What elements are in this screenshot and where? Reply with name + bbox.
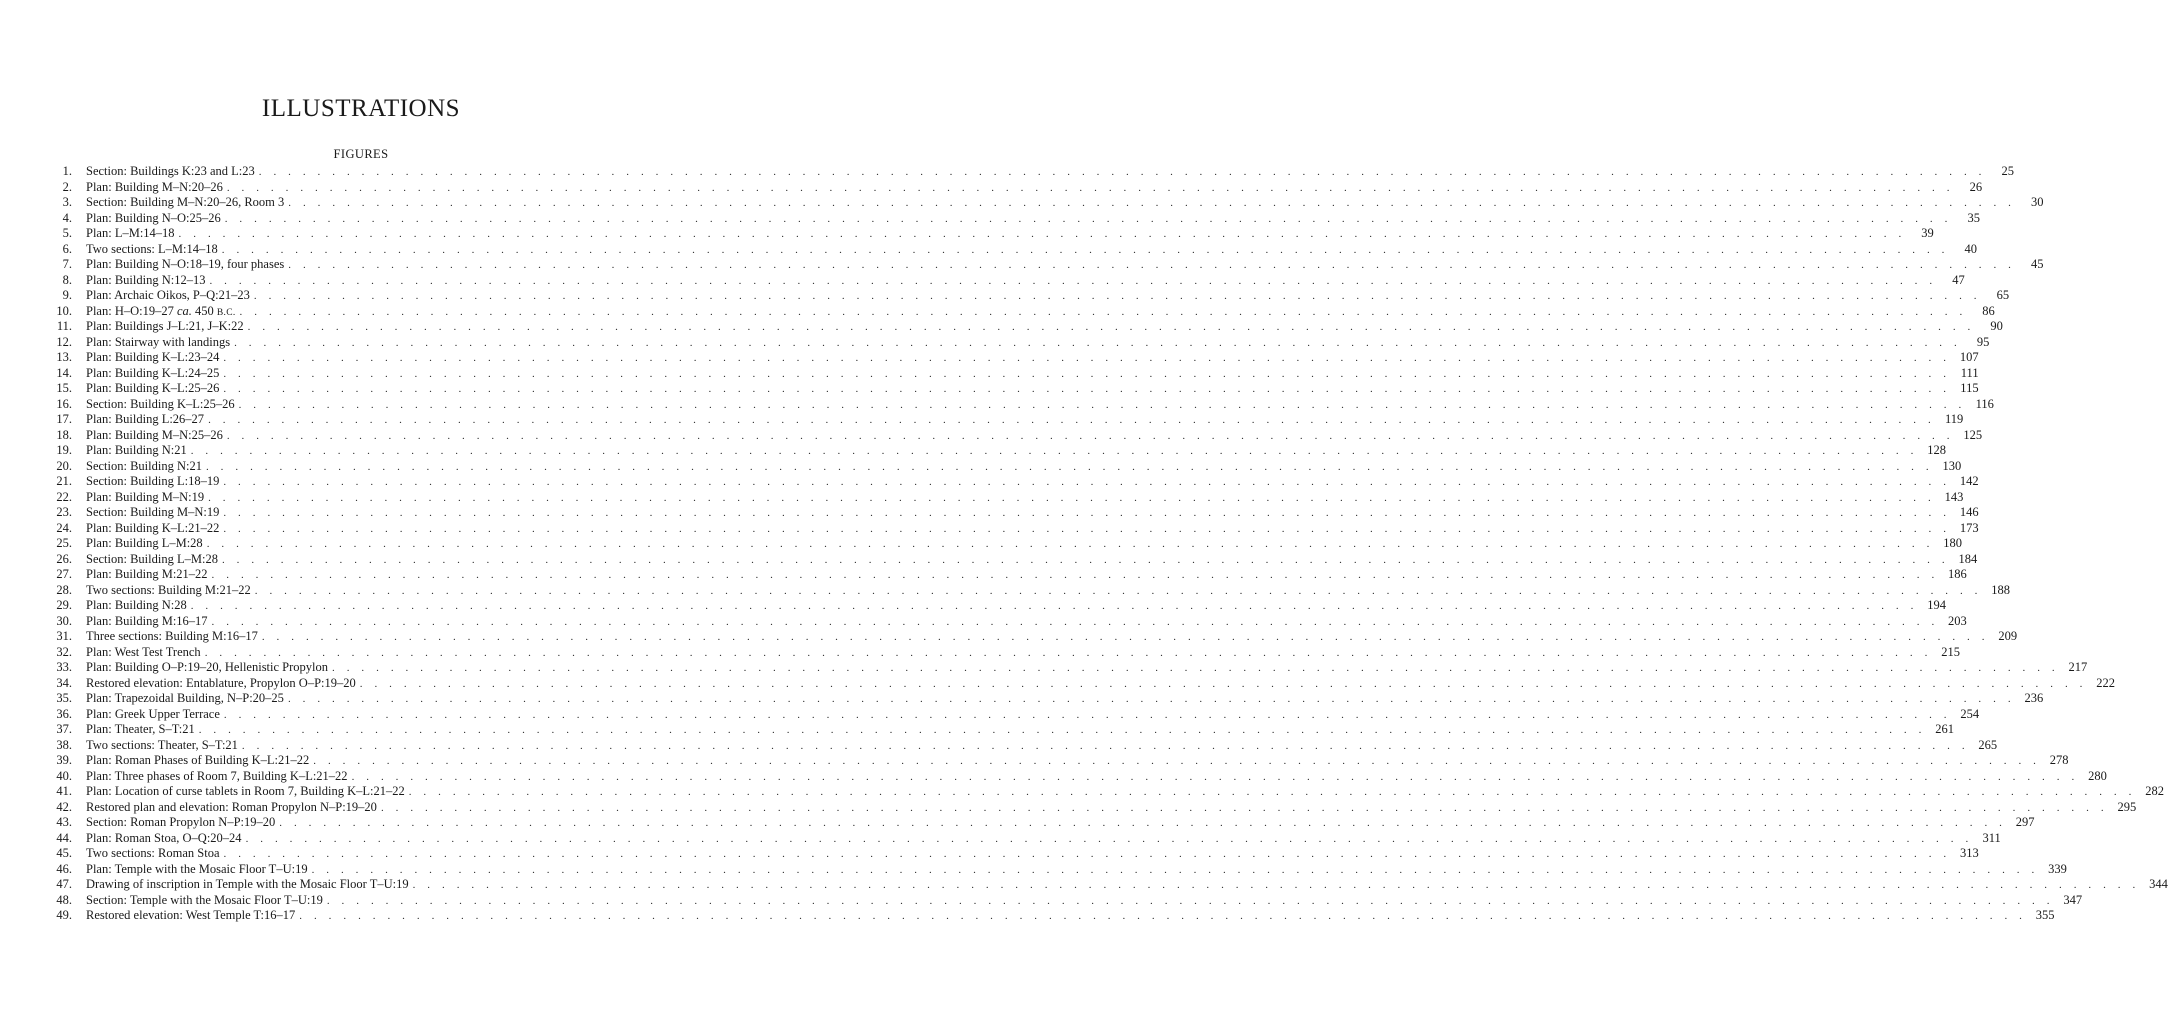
figure-number: 12.	[56, 334, 72, 349]
page-number: 355	[2035, 908, 2055, 922]
figure-number: 25.	[56, 536, 72, 550]
figure-number: 47.	[56, 877, 72, 891]
figure-title: Plan: Building N–O:18–19, four phases	[86, 257, 285, 271]
section-title: FIGURES	[333, 147, 389, 161]
dot-leader: . . . . . . . . . . . . . . . . . . . . . . . . . . . . . . . . . . . . . . . . . . . . . . . . . . . . . . . . . . . . . . . . . . . . . . . . . . . . . . . . . . . . . . . . . . . . . . . . . . . . . . . . . . . . . . . . . . . . . .	[190, 445, 1918, 457]
dot-leader: . . . . . . . . . . . . . . . . . . . . . . . . . . . . . . . . . . . . . . . . . . . . . . . . . . . . . . . . . . . . . . . . . . . . . . . . . . . . . . . . . . . . . . . . . . . . . . . . . . . . . . . . . . . . . . . . . . . . . .	[241, 739, 1970, 752]
page-number: 222	[2096, 675, 2115, 690]
list-item	[50, 350, 1979, 366]
list-item	[50, 520, 1979, 537]
dot-leader: . . . . . . . . . . . . . . . . . . . . . . . . . . . . . . . . . . . . . . . . . . . . . . . . . . . . . . . . . . . . . . . . . . . . . . . . . . . . . . . . . . . . . . . . . . . . . . . . . . . . . . . . . . . . . . . . . . . . . .	[412, 879, 2140, 891]
page-title: ILLUSTRATIONS	[261, 95, 461, 122]
dot-leader: . . . . . . . . . . . . . . . . . . . . . . . . . . . . . . . . . . . . . . . . . . . . . . . . . . . . . . . . . . . . . . . . . . . . . . . . . . . . . . . . . . . . . . . . . . . . . . . . . . . . . . . . . . . . . . . . . . . . . .	[288, 259, 2016, 271]
dot-leader: . . . . . . . . . . . . . . . . . . . . . . . . . . . . . . . . . . . . . . . . . . . . . . . . . . . . . . . . . . . . . . . . . . . . . . . . . . . . . . . . . . . . . . . . . . . . . . . . . . . . . . . . . . . . . . . . . . . . . .	[208, 491, 1936, 504]
figure-title: Plan: Theater, S–T:21	[86, 722, 195, 736]
figure-title: Two sections: Roman Stoa	[86, 846, 220, 860]
figure-title: Restored elevation: Entablature, Propylon O–P:19–20	[86, 675, 356, 690]
page-number: 186	[1948, 567, 1967, 581]
list-item	[50, 365, 1979, 382]
figure-number: 36.	[56, 706, 72, 721]
figure-title: Plan: Building N:12–13	[86, 272, 206, 287]
page-number: 313	[1960, 846, 1979, 860]
dot-leader: . . . . . . . . . . . . . . . . . . . . . . . . . . . . . . . . . . . . . . . . . . . . . . . . . . . . . . . . . . . . . . . . . . . . . . . . . . . . . . . . . . . . . . . . . . . . . . . . . . . . . . . . . . . . . . . . . . . . . .	[223, 507, 1951, 519]
dot-leader: . . . . . . . . . . . . . . . . . . . . . . . . . . . . . . . . . . . . . . . . . . . . . . . . . . . . . . . . . . . . . . . . . . . . . . . . . . . . . . . . . . . . . . . . . . . . . . . . . . . . . . . . . . . . . . . . . . . . . .	[221, 553, 1950, 566]
figure-title: Three sections: Building M:16–17	[86, 629, 258, 643]
figure-number: 18.	[56, 427, 72, 442]
page-number: 339	[2048, 861, 2067, 876]
page-number: 39	[1921, 226, 1934, 240]
figure-title: Plan: Building K–L:23–24	[86, 350, 220, 364]
dot-leader: . . . . . . . . . . . . . . . . . . . . . . . . . . . . . . . . . . . . . . . . . . . . . . . . . . . . . . . . . . . . . . . . . . . . . . . . . . . . . . . . . . . . . . . . . . . . . . . . . . . . . . . . . . . . . . . . . . . . . .	[288, 197, 2016, 209]
dot-leader: . . . . . . . . . . . . . . . . . . . . . . . . . . . . . . . . . . . . . . . . . . . . . . . . . . . . . . . . . . . . . . . . . . . . . . . . . . . . . . . . . . . . . . . . . . . . . . . . . . . . . . . . . . . . . . . . . . . . . .	[224, 212, 1952, 225]
figure-number: 9.	[62, 288, 72, 302]
list-item	[50, 334, 1990, 351]
figure-title: Section: Building M–N:20–26, Room 3	[86, 195, 285, 209]
page-number: 180	[1943, 536, 1962, 550]
page-number: 35	[1967, 210, 1980, 225]
list-item	[50, 830, 2001, 847]
dot-leader: . . . . . . . . . . . . . . . . . . . . . . . . . . . . . . . . . . . . . . . . . . . . . . . . . . . . . . . . . . . . . . . . . . . . . . . . . . . . . . . . . . . . . . . . . . . . . . . . . . . . . . . . . . . . . . . . . . . . . .	[223, 352, 1951, 364]
figure-title: Plan: Building M:16–17	[86, 613, 208, 628]
figure-title: Plan: Location of curse tablets in Room 7, Building K–L:21–22	[86, 784, 405, 798]
page-number: 146	[1959, 505, 1979, 519]
page-number: 265	[1978, 737, 1998, 752]
figure-number: 28.	[56, 582, 72, 597]
dot-leader: . . . . . . . . . . . . . . . . . . . . . . . . . . . . . . . . . . . . . . . . . . . . . . . . . . . . . . . . . . . . . . . . . . . . . . . . . . . . . . . . . . . . . . . . . . . . . . . . . . . . . . . . . . . . . . . . . . . . . .	[223, 476, 1951, 488]
list-item	[50, 412, 1964, 428]
dot-leader: . . . . . . . . . . . . . . . . . . . . . . . . . . . . . . . . . . . . . . . . . . . . . . . . . . . . . . . . . . . . . . . . . . . . . . . . . . . . . . . . . . . . . . . . . . . . . . . . . . . . . . . . . . . . . . . . . . . . . .	[408, 786, 2136, 798]
list-item	[50, 598, 1946, 614]
figure-number: 5.	[62, 226, 72, 240]
dot-leader: . . . . . . . . . . . . . . . . . . . . . . . . . . . . . . . . . . . . . . . . . . . . . . . . . . . . . . . . . . . . . . . . . . . . . . . . . . . . . . . . . . . . . . . . . . . . . . . . . . . . . . . . . . . . . . . . . . . . . .	[359, 677, 2087, 690]
figure-title: Plan: Roman Stoa, O–Q:20–24	[86, 830, 242, 845]
dot-leader: . . . . . . . . . . . . . . . . . . . . . . . . . . . . . . . . . . . . . . . . . . . . . . . . . . . . . . . . . . . . . . . . . . . . . . . . . . . . . . . . . . . . . . . . . . . . . . . . . . . . . . . . . . . . . . . . . . . . . .	[311, 863, 2039, 876]
page-number: 86	[1982, 303, 1995, 318]
list-item	[50, 706, 1980, 723]
figure-title: Plan: Building L–M:28	[86, 536, 203, 550]
list-item	[50, 768, 2107, 785]
figure-number: 48.	[56, 892, 72, 907]
figure-title: Section: Temple with the Mosaic Floor T–U:19	[86, 892, 323, 907]
figure-number: 40.	[56, 768, 72, 783]
list-item	[50, 660, 2088, 676]
figure-title: Plan: Building N:28	[86, 598, 187, 612]
page-number: 311	[1982, 830, 2001, 845]
figure-number: 7.	[62, 257, 72, 271]
figure-title: Plan: Buildings J–L:21, J–K:22	[86, 319, 244, 333]
page-number: 184	[1958, 551, 1978, 566]
figure-title: Restored plan and elevation: Roman Propylon N–P:19–20	[86, 799, 377, 814]
figure-title: Plan: Building O–P:19–20, Hellenistic Propylon	[86, 660, 329, 674]
list-item	[50, 458, 1962, 475]
list-item	[50, 892, 2083, 909]
list-item	[50, 257, 2044, 273]
list-item	[50, 691, 2044, 707]
page-number: 203	[1948, 613, 1967, 628]
figure-number: 22.	[56, 489, 72, 504]
dot-leader: . . . . . . . . . . . . . . . . . . . . . . . . . . . . . . . . . . . . . . . . . . . . . . . . . . . . . . . . . . . . . . . . . . . . . . . . . . . . . . . . . . . . . . . . . . . . . . . . . . . . . . . . . . . . . . . . . . . . . .	[190, 600, 1918, 612]
dot-leader: . . . . . . . . . . . . . . . . . . . . . . . . . . . . . . . . . . . . . . . . . . . . . . . . . . . . . . . . . . . . . . . . . . . . . . . . . . . . . . . . . . . . . . . . . . . . . . . . . . . . . . . . . . . . . . . . . . . . . .	[226, 181, 1955, 194]
dot-leader: . . . . . . . . . . . . . . . . . . . . . . . . . . . . . . . . . . . . . . . . . . . . . . . . . . . . . . . . . . . . . . . . . . . . . . . . . . . . . . . . . . . . . . . . . . . . . . . . . . . . . . . . . . . . . . . . . . . . . .	[204, 646, 1932, 659]
dot-leader: . . . . . . . . . . . . . . . . . . . . . . . . . . . . . . . . . . . . . . . . . . . . . . . . . . . . . . . . . . . . . . . . . . . . . . . . . . . . . . . . . . . . . . . . . . . . . . . . . . . . . . . . . . . . . . . . . . . . . .	[198, 724, 1926, 736]
list-item	[50, 737, 1998, 754]
figure-number: 10.	[56, 303, 72, 318]
figure-title: Plan: Building K–L:21–22	[86, 520, 220, 535]
figure-title: Plan: Greek Upper Terrace	[86, 706, 220, 721]
figure-number: 21.	[56, 474, 72, 488]
figure-number: 2.	[62, 179, 72, 194]
list-item	[50, 396, 1994, 413]
figure-number: 38.	[56, 737, 72, 752]
page-number: 45	[2031, 257, 2044, 271]
dot-leader: . . . . . . . . . . . . . . . . . . . . . . . . . . . . . . . . . . . . . . . . . . . . . . . . . . . . . . . . . . . . . . . . . . . . . . . . . . . . . . . . . . . . . . . . . . . . . . . . . . . . . . . . . . . . . . . . . . . . . .	[205, 460, 1934, 473]
dot-leader: . . . . . . . . . . . . . . . . . . . . . . . . . . . . . . . . . . . . . . . . . . . . . . . . . . . . . . . . . . . . . . . . . . . . . . . . . . . . . . . . . . . . . . . . . . . . . . . . . . . . . . . . . . . . . . . . . . . . . .	[245, 832, 1973, 845]
figure-title: Plan: Building M:21–22	[86, 567, 208, 581]
page-number: 344	[2149, 877, 2168, 891]
figure-title-tail: 450	[191, 303, 217, 318]
page-number: 188	[1991, 582, 2011, 597]
dot-leader: . . . . . . . . . . . . . . . . . . . . . . . . . . . . . . . . . . . . . . . . . . . . . . . . . . . . . . . . . . . . . . . . . . . . . . . . . . . . . . . . . . . . . . . . . . . . . . . . . . . . . . . . . . . . . . . . . . . . . .	[287, 693, 2016, 705]
dot-leader: . . . . . . . . . . . . . . . . . . . . . . . . . . . . . . . . . . . . . . . . . . . . . . . . . . . . . . . . . . . . . . . . . . . . . . . . . . . . . . . . . . . . . . . . . . . . . . . . . . . . . . . . . . . . . . . . . . . . . .	[223, 708, 1952, 721]
figure-title: Plan: Building K–L:24–25	[86, 365, 220, 380]
dot-leader: . . . . . . . . . . . . . . . . . . . . . . . . . . . . . . . . . . . . . . . . . . . . . . . . . . . . . . . . . . . . . . . . . . . . . . . . . . . . . . . . . . . . . . . . . . . . . . . . . . . . . . . . . . . . . . . . . . . . . .	[380, 801, 2109, 814]
page-number: 125	[1963, 427, 1983, 442]
figure-title: Plan: Stairway with landings	[86, 334, 231, 349]
figure-number: 35.	[56, 691, 72, 705]
figure-title: Section: Building M–N:19	[86, 505, 220, 519]
list-item	[50, 303, 1995, 320]
figure-number: 42.	[56, 799, 72, 814]
list-item	[50, 195, 2044, 211]
page-number: 261	[1935, 722, 1954, 736]
dot-leader: . . . . . . . . . . . . . . . . . . . . . . . . . . . . . . . . . . . . . . . . . . . . . . . . . . . . . . . . . . . . . . . . . . . . . . . . . . . . . . . . . . . . . . . . . . . . . . . . . . . . . . . . . . . . . . . . . . . . . .	[238, 398, 1966, 411]
page-number: 194	[1927, 598, 1946, 612]
figure-title: Two sections: L–M:14–18	[86, 241, 218, 256]
dot-leader: . . . . . . . . . . . . . . . . . . . . . . . . . . . . . . . . . . . . . . . . . . . . . . . . . . . . . . . . . . . . . . . . . . . . . . . . . . . . . . . . . . . . . . . . . . . . . . . . . . . . . . . . . . . . . . . . . . . . . .	[223, 848, 1951, 860]
figure-title: Plan: Building N:21	[86, 443, 187, 457]
figure-title: Plan: Trapezoidal Building, N–P:20–25	[86, 691, 284, 705]
figure-number: 26.	[56, 551, 72, 566]
figure-number: 6.	[62, 241, 72, 256]
dot-leader: . . . . . . . . . . . . . . . . . . . . . . . . . . . . . . . . . . . . . . . . . . . . . . . . . . . . . . . . . . . . . . . . . . . . . . . . . . . . . . . . . . . . . . . . . . . . . . . . . . . . . . . . . . . . . . . . . . . . . .	[206, 538, 1934, 550]
figure-title: Plan: L–M:14–18	[86, 226, 175, 240]
figure-number: 45.	[56, 846, 72, 860]
list-item	[50, 427, 1983, 444]
figure-title: Section: Building K–L:25–26	[86, 396, 235, 411]
figure-title: Restored elevation: West Temple T:16–17	[86, 908, 296, 922]
figure-title: Plan: Building M–N:20–26	[86, 179, 223, 194]
figure-number: 31.	[56, 629, 72, 643]
figure-title: Plan: Temple with the Mosaic Floor T–U:19	[86, 861, 308, 876]
dot-leader: . . . . . . . . . . . . . . . . . . . . . . . . . . . . . . . . . . . . . . . . . . . . . . . . . . . . . . . . . . . . . . . . . . . . . . . . . . . . . . . . . . . . . . . . . . . . . . . . . . . . . . . . . . . . . . . . . . . . . .	[211, 569, 1939, 581]
figure-number: 34.	[56, 675, 72, 690]
list-item	[50, 567, 1967, 583]
figure-number: 46.	[56, 861, 72, 876]
page-number: 209	[1998, 629, 2018, 643]
figure-title: Plan: Archaic Oikos, P–Q:21–23	[86, 288, 250, 302]
dot-leader: . . . . . . . . . . . . . . . . . . . . . . . . . . . . . . . . . . . . . . . . . . . . . . . . . . . . . . . . . . . . . . . . . . . . . . . . . . . . . . . . . . . . . . . . . . . . . . . . . . . . . . . . . . . . . . . . . . . . . .	[351, 770, 2079, 783]
figure-number: 39.	[56, 753, 72, 767]
figure-title: Plan: Building K–L:25–26	[86, 381, 220, 395]
figure-number: 1.	[62, 164, 72, 178]
page-number: 215	[1941, 644, 1960, 659]
figure-number: 43.	[56, 815, 72, 829]
list-item	[50, 846, 1979, 862]
page-number: 143	[1944, 489, 1964, 504]
figure-title: Section: Building L–M:28	[86, 551, 218, 566]
figure-title: Plan: Building L:26–27	[86, 412, 205, 426]
list-item	[50, 582, 2011, 599]
dot-leader: . . . . . . . . . . . . . . . . . . . . . . . . . . . . . . . . . . . . . . . . . . . . . . . . . . . . . . . . . . . . . . . . . . . . . . . . . . . . . . . . . . . . . . . . . . . . . . . . . . . . . . . . . . . . . . . . . . . . . .	[221, 243, 1950, 256]
dot-leader: . . . . . . . . . . . . . . . . . . . . . . . . . . . . . . . . . . . . . . . . . . . . . . . . . . . . . . . . . . . . . . . . . . . . . . . . . . . . . . . . . . . . . . . . . . . . . . . . . . . . . . . . . . . . . . . . . . . . . .	[211, 615, 1939, 628]
page-number: 217	[2068, 660, 2088, 674]
figure-title: Two sections: Theater, S–T:21	[86, 737, 238, 752]
page-number: 278	[2049, 753, 2069, 767]
page-number: 111	[1960, 365, 1979, 380]
figure-number: 44.	[56, 830, 72, 845]
dot-leader: . . . . . . . . . . . . . . . . . . . . . . . . . . . . . . . . . . . . . . . . . . . . . . . . . . . . . . . . . . . . . . . . . . . . . . . . . . . . . . . . . . . . . . . . . . . . . . . . . . . . . . . . . . . . . . . . . . . . . .	[223, 367, 1951, 380]
dot-leader: . . . . . . . . . . . . . . . . . . . . . . . . . . . . . . . . . . . . . . . . . . . . . . . . . . . . . . . . . . . . . . . . . . . . . . . . . . . . . . . . . . . . . . . . . . . . . . . . . . . . . . . . . . . . . . . . . . . . . .	[279, 817, 2007, 829]
page-number: 254	[1960, 706, 1980, 721]
page-number: 26	[1969, 179, 1983, 194]
list-item	[50, 613, 1967, 630]
list-item	[50, 644, 1960, 661]
list-item	[50, 505, 1979, 521]
figure-title: Plan: Building M–N:19	[86, 489, 205, 504]
dot-leader: . . . . . . . . . . . . . . . . . . . . . . . . . . . . . . . . . . . . . . . . . . . . . . . . . . . . . . . . . . . . . . . . . . . . . . . . . . . . . . . . . . . . . . . . . . . . . . . . . . . . . . . . . . . . . . . . . . . . . .	[332, 662, 2060, 674]
page-number: 236	[2024, 691, 2044, 705]
dot-leader: . . . . . . . . . . . . . . . . . . . . . . . . . . . . . . . . . . . . . . . . . . . . . . . . . . . . . . . . . . . . . . . . . . . . . . . . . . . . . . . . . . . . . . . . . . . . . . . . . . . . . . . . . . . . . . . . . . . . . .	[234, 336, 1962, 349]
figure-title: Two sections: Building M:21–22	[86, 582, 251, 597]
list-item	[50, 179, 1983, 196]
dot-leader: . . . . . . . . . . . . . . . . . . . . . . . . . . . . . . . . . . . . . . . . . . . . . . . . . . . . . . . . . . . . . . . . . . . . . . . . . . . . . . . . . . . . . . . . . . . . . . . . . . . . . . . . . . . . . . . . . . . . . .	[299, 910, 2027, 922]
figure-title: Plan: Roman Phases of Building K–L:21–22	[86, 753, 310, 767]
page-number: 95	[1976, 334, 1990, 349]
figure-number: 32.	[56, 644, 72, 659]
figure-title: Section: Roman Propylon N–P:19–20	[86, 815, 276, 829]
list-item	[50, 629, 2018, 645]
list-item	[50, 861, 2067, 878]
list-item	[50, 474, 1979, 490]
dot-leader: . . . . . . . . . . . . . . . . . . . . . . . . . . . . . . . . . . . . . . . . . . . . . . . . . . . . . . . . . . . . . . . . . . . . . . . . . . . . . . . . . . . . . . . . . . . . . . . . . . . . . . . . . . . . . . . . . . . . . .	[247, 321, 1975, 333]
figure-title: Section: Buildings K:23 and L:23	[86, 164, 255, 178]
page-number: 280	[2088, 768, 2107, 783]
dot-leader: . . . . . . . . . . . . . . . . . . . . . . . . . . . . . . . . . . . . . . . . . . . . . . . . . . . . . . . . . . . . . . . . . . . . . . . . . . . . . . . . . . . . . . . . . . . . . . . . . . . . . . . . . . . . . . . . . . . . . .	[178, 228, 1906, 240]
list-item	[50, 722, 1954, 738]
dot-leader: . . . . . . . . . . . . . . . . . . . . . . . . . . . . . . . . . . . . . . . . . . . . . . . . . . . . . . . . . . . . . . . . . . . . . . . . . . . . . . . . . . . . . . . . . . . . . . . . . . . . . . . . . . . . . . . . . . . . . .	[226, 429, 1955, 442]
dot-leader: . . . . . . . . . . . . . . . . . . . . . . . . . . . . . . . . . . . . . . . . . . . . . . . . . . . . . . . . . . . . . . . . . . . . . . . . . . . . . . . . . . . . . . . . . . . . . . . . . . . . . . . . . . . . . . . . . . . . . .	[239, 305, 1967, 318]
list-item	[50, 799, 2137, 816]
page-number: 107	[1959, 350, 1979, 364]
page-number: 25	[2001, 164, 2014, 178]
figure-number: 41.	[56, 784, 72, 798]
list-item	[50, 489, 1964, 506]
page-number: 115	[1960, 381, 1979, 395]
list-item	[50, 288, 2010, 304]
figure-number: 23.	[56, 505, 72, 519]
page-number: 173	[1959, 520, 1979, 535]
page-number: 295	[2117, 799, 2137, 814]
dot-leader: . . . . . . . . . . . . . . . . . . . . . . . . . . . . . . . . . . . . . . . . . . . . . . . . . . . . . . . . . . . . . . . . . . . . . . . . . . . . . . . . . . . . . . . . . . . . . . . . . . . . . . . . . . . . . . . . . . . . . .	[209, 274, 1937, 287]
page-number: 282	[2145, 784, 2164, 798]
page-number: 347	[2063, 892, 2083, 907]
list-item	[50, 551, 1978, 568]
figure-number: 4.	[62, 210, 72, 225]
list-item	[50, 784, 2164, 800]
figure-title: Drawing of inscription in Temple with the Mosaic Floor T–U:19	[86, 877, 409, 891]
page-number: 90	[1990, 319, 2003, 333]
dot-leader: . . . . . . . . . . . . . . . . . . . . . . . . . . . . . . . . . . . . . . . . . . . . . . . . . . . . . . . . . . . . . . . . . . . . . . . . . . . . . . . . . . . . . . . . . . . . . . . . . . . . . . . . . . . . . . . . . . . . . .	[223, 383, 1951, 395]
figure-title: Plan: Three phases of Room 7, Building K–L:21–22	[86, 768, 348, 783]
dot-leader: . . . . . . . . . . . . . . . . . . . . . . . . . . . . . . . . . . . . . . . . . . . . . . . . . . . . . . . . . . . . . . . . . . . . . . . . . . . . . . . . . . . . . . . . . . . . . . . . . . . . . . . . . . . . . . . . . . . . . .	[208, 414, 1936, 426]
figure-title: Section: Building L:18–19	[86, 474, 220, 488]
figure-number: 37.	[56, 722, 72, 736]
figure-number: 30.	[56, 613, 72, 628]
list-item	[50, 241, 1978, 258]
figure-number: 24.	[56, 520, 72, 535]
figure-number: 8.	[62, 272, 72, 287]
dot-leader: . . . . . . . . . . . . . . . . . . . . . . . . . . . . . . . . . . . . . . . . . . . . . . . . . . . . . . . . . . . . . . . . . . . . . . . . . . . . . . . . . . . . . . . . . . . . . . . . . . . . . . . . . . . . . . . . . . . . . .	[253, 290, 1982, 302]
page-number: 130	[1942, 458, 1962, 473]
figures-list	[50, 164, 2168, 924]
dot-leader: . . . . . . . . . . . . . . . . . . . . . . . . . . . . . . . . . . . . . . . . . . . . . . . . . . . . . . . . . . . . . . . . . . . . . . . . . . . . . . . . . . . . . . . . . . . . . . . . . . . . . . . . . . . . . . . . . . . . . .	[223, 522, 1951, 535]
figure-number: 20.	[56, 458, 72, 473]
figure-number: 14.	[56, 365, 72, 380]
figure-number: 16.	[56, 396, 72, 411]
list-item	[50, 675, 2115, 692]
dot-leader: . . . . . . . . . . . . . . . . . . . . . . . . . . . . . . . . . . . . . . . . . . . . . . . . . . . . . . . . . . . . . . . . . . . . . . . . . . . . . . . . . . . . . . . . . . . . . . . . . . . . . . . . . . . . . . . . . . . . . .	[313, 755, 2041, 767]
list-item	[50, 536, 1962, 552]
page-number: 47	[1952, 272, 1965, 287]
list-item	[50, 753, 2069, 769]
list-item	[50, 381, 1979, 397]
figure-title-smallcaps: B.C.	[216, 307, 236, 318]
list-item	[50, 164, 2014, 180]
page-number: 297	[2015, 815, 2035, 829]
dot-leader: . . . . . . . . . . . . . . . . . . . . . . . . . . . . . . . . . . . . . . . . . . . . . . . . . . . . . . . . . . . . . . . . . . . . . . . . . . . . . . . . . . . . . . . . . . . . . . . . . . . . . . . . . . . . . . . . . . . . . .	[254, 584, 1983, 597]
figure-number: 3.	[62, 195, 72, 209]
list-item	[50, 908, 2055, 924]
list-item	[50, 226, 1934, 242]
page-number: 65	[1996, 288, 2010, 302]
page-number: 116	[1975, 396, 1994, 411]
list-item	[50, 319, 2003, 335]
page-number: 128	[1927, 443, 1946, 457]
figure-number: 19.	[56, 443, 72, 457]
figure-number: 13.	[56, 350, 72, 364]
figure-title-italic: ca.	[176, 303, 192, 318]
list-item	[50, 272, 1965, 289]
figure-number: 15.	[56, 381, 72, 395]
dot-leader: . . . . . . . . . . . . . . . . . . . . . . . . . . . . . . . . . . . . . . . . . . . . . . . . . . . . . . . . . . . . . . . . . . . . . . . . . . . . . . . . . . . . . . . . . . . . . . . . . . . . . . . . . . . . . . . . . . . . . .	[258, 166, 1986, 178]
figure-number: 49.	[56, 908, 72, 922]
dot-leader: . . . . . . . . . . . . . . . . . . . . . . . . . . . . . . . . . . . . . . . . . . . . . . . . . . . . . . . . . . . . . . . . . . . . . . . . . . . . . . . . . . . . . . . . . . . . . . . . . . . . . . . . . . . . . . . . . . . . . .	[326, 894, 2055, 907]
list-item	[50, 815, 2035, 831]
figure-number: 33.	[56, 660, 72, 674]
list-item	[50, 210, 1980, 227]
figure-title: Plan: West Test Trench	[86, 644, 201, 659]
page-number: 142	[1959, 474, 1979, 488]
figure-title: Plan: Building M–N:25–26	[86, 427, 223, 442]
page-number: 40	[1964, 241, 1978, 256]
figure-title: Section: Building N:21	[86, 458, 202, 473]
figure-title: Plan: Building N–O:25–26	[86, 210, 221, 225]
figure-number: 27.	[56, 567, 72, 581]
figure-number: 29.	[56, 598, 72, 612]
figure-number: 11.	[56, 319, 72, 333]
page-number: 119	[1945, 412, 1964, 426]
figure-title-part: Plan: H–O:19–27	[86, 303, 177, 318]
list-item	[50, 877, 2168, 893]
dot-leader: . . . . . . . . . . . . . . . . . . . . . . . . . . . . . . . . . . . . . . . . . . . . . . . . . . . . . . . . . . . . . . . . . . . . . . . . . . . . . . . . . . . . . . . . . . . . . . . . . . . . . . . . . . . . . . . . . . . . . .	[261, 631, 1990, 643]
figure-number: 17.	[56, 412, 72, 426]
page-number: 30	[2031, 195, 2044, 209]
list-item	[50, 443, 1946, 459]
